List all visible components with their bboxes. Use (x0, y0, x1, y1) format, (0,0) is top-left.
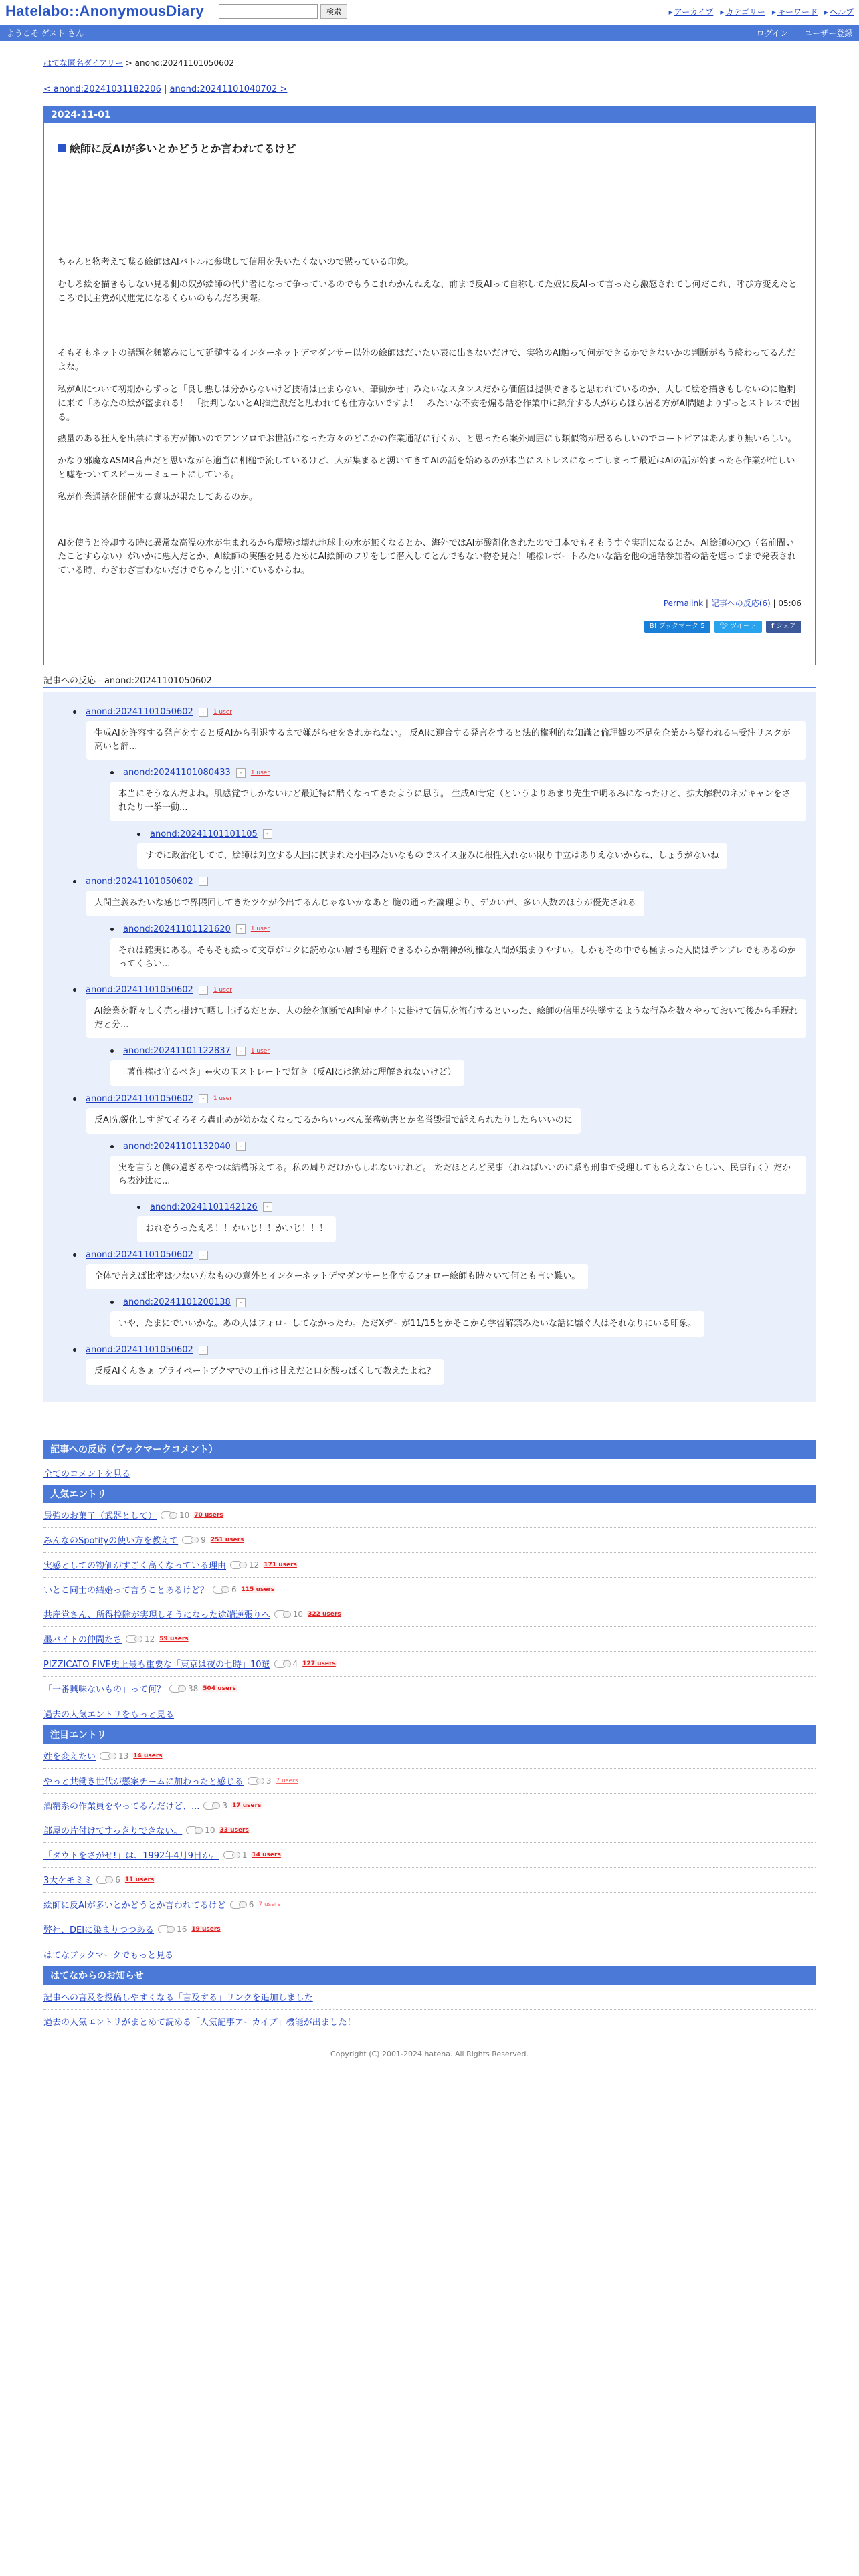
entry-row (43, 1578, 816, 1602)
permalink[interactable]: Permalink (663, 598, 704, 608)
entry-row (43, 1794, 816, 1818)
response-item (137, 829, 806, 869)
users-badge[interactable]: 70 users (194, 1511, 223, 1519)
entry-link[interactable]: みんなのSpotifyの使い方を教えて (43, 1536, 179, 1547)
entry-paragraph: 熱量のある狂人を出禁にする方が怖いのでアンソロでお世話になった方々のどこかの作業通話に行くか、と思ったら案外周囲にも類似物が居るらしいのでコートピアはあんまり無いらしい。 (58, 434, 797, 445)
more-bookmarks-link[interactable]: はてなブックマークでもっと見る (43, 1950, 174, 1961)
users-badge[interactable]: 11 users (124, 1876, 155, 1883)
users-badge[interactable]: 59 users (159, 1635, 189, 1642)
entry-link[interactable]: PIZZICATO FIVE史上最も重要な「東京は夜の七時」10選 (43, 1660, 270, 1671)
entry-row (43, 1652, 816, 1677)
bookmark-comments-section (43, 1440, 816, 2034)
entry-icon[interactable]: - (236, 1142, 246, 1151)
response-link[interactable]: anond:20241101050602 (86, 876, 193, 887)
entry-icon[interactable]: - (199, 986, 208, 995)
entry-link[interactable]: 最強のお菓子（武器として） (43, 1511, 157, 1522)
news-link[interactable]: 過去の人気エントリがまとめて読める「人気記事アーカイブ」機能が出ました！ (43, 2018, 356, 2028)
entry-row (43, 1553, 816, 1578)
search-form (219, 4, 347, 19)
diary-entry (44, 123, 815, 665)
entry-paragraph: 私が作業通話を開催する意味が果たしてあるのか。 (58, 492, 258, 502)
entry-link[interactable]: 実感としての物価がすごく高くなっている理由 (43, 1561, 227, 1572)
more-popular-link[interactable]: 過去の人気エントリをもっと見る (43, 1709, 175, 1720)
response-link[interactable]: anond:20241101200138 (123, 1297, 231, 1308)
entry-row (43, 1893, 816, 1917)
welcome-bar (0, 25, 859, 41)
response-link[interactable]: anond:20241101101105 (150, 829, 258, 839)
users-badge[interactable]: 14 users (252, 1851, 281, 1858)
next-entry-link[interactable]: anond:20241101040702 > (169, 84, 288, 94)
login-link[interactable]: ログイン (756, 28, 788, 38)
response-link[interactable]: anond:20241101142126 (150, 1202, 258, 1212)
entry-paragraph: かなり邪魔なASMR音声だと思いながら適当に相槌で流しているけど、人が集まると湧いてきてAIの話を始めるのが本当にストレスになってしまって最近はAIの話が始まったら作業が忙しいと嘘をついてスピーカーミュートにしている。 (58, 456, 795, 480)
welcome-text: ようこそ ゲスト さん (7, 28, 84, 38)
user-count[interactable]: 1 user (213, 708, 233, 716)
response-text: 「著作権は守るべき」←火の玉ストレートで好き（反AIには絶対に理解されないけど） (110, 1060, 464, 1085)
entry-icon[interactable]: - (236, 924, 246, 934)
response-link[interactable]: anond:20241101132040 (123, 1141, 231, 1152)
response-text: 全体で言えば比率は少ない方なものの意外とインターネットデマダンサーと化するフォロー絵師も時々いて何とも言い難い。 (86, 1264, 588, 1289)
all-comments-link[interactable]: 全てのコメントを見る (43, 1469, 131, 1479)
entry-title: 絵師に反AIが多いとかどうとか言われてるけど (58, 140, 801, 156)
facebook-icon: f (771, 622, 775, 630)
response-link[interactable]: anond:20241101050602 (86, 985, 193, 996)
prev-entry-link[interactable]: < anond:20241031182206 (43, 84, 161, 94)
nav-help[interactable]: ▸ ヘルプ (824, 6, 854, 17)
entry-icon[interactable]: - (263, 1202, 272, 1212)
user-count[interactable]: 1 user (213, 1095, 233, 1103)
featured-entries (43, 1744, 816, 1941)
response-link[interactable]: anond:20241101050602 (86, 707, 193, 717)
bookmark-comments-title: 記事への反応（ブックマークコメント） (43, 1440, 816, 1459)
site-logo[interactable]: Hatelabo::AnonymousDiary (5, 3, 204, 19)
news-item (43, 2010, 816, 2034)
entry-link[interactable]: 絵師に反AIが多いとかどうとか言われてるけど (43, 1901, 226, 1911)
entry-row (43, 1677, 816, 1701)
responses-title: 記事への反応 - anond:20241101050602 (43, 673, 816, 688)
entry-paragraph: AIを使うと冷却する時に異常な高温の水が生まれるから環境は壊れ地球上の水が無くなるとか、海外ではAIが酸剤化されたので日本でもそもうすぐ実刑になるとか、AI絵師の○○（名前間いたことすらない）がいかに悪人だとか、AI絵師の実態を見るためにAI絵師のフリをして潜入してとんでもない物を見た！嘘松レポートみたいな話を他の通話参加者の話を遮ってまで発表されている時、わざわざ言わないだけでちゃんと引いているからね。 (58, 538, 796, 576)
top-nav (669, 6, 854, 17)
nav-category[interactable]: ▸ カテゴリー (720, 6, 765, 17)
entry-row (43, 1868, 816, 1893)
response-item (110, 1142, 806, 1194)
news-item (43, 1985, 816, 2010)
entry-link[interactable]: 弊社、DEIに染まりつつある (43, 1925, 155, 1936)
response-item (73, 1250, 806, 1289)
response-text: 本当にそうなんだよね。肌感覚でしかないけど最近特に酷くなってきたように思う。 生成AI肯定（というよりあまり先生で明るみになったけど、拡大解釈のネガキャンをされたり一挙一動... (110, 782, 806, 821)
entry-row (43, 1818, 816, 1843)
response-item (110, 768, 806, 821)
entry-row (43, 1503, 816, 1528)
entry-body (58, 156, 801, 578)
response-link[interactable]: anond:20241101121620 (123, 924, 231, 934)
entry-row (43, 1917, 816, 1941)
users-badge[interactable]: 33 users (219, 1826, 249, 1834)
search-input[interactable] (219, 4, 318, 19)
square-icon (58, 144, 66, 152)
copyright: Copyright (C) 2001-2024 hatena. All Rights Reserved. (330, 2049, 529, 2058)
users-badge[interactable]: 17 users (232, 1802, 262, 1809)
comment-count[interactable]: 13 (100, 1751, 128, 1761)
breadcrumb-home[interactable]: はてな匿名ダイアリー (43, 58, 123, 68)
responses-tree (43, 692, 816, 1402)
users-badge[interactable]: 14 users (133, 1752, 163, 1759)
response-item (73, 877, 806, 916)
users-badge[interactable]: 19 users (191, 1925, 221, 1933)
news-title: はてなからのお知らせ (43, 1966, 816, 1985)
entry-icon[interactable]: - (199, 1251, 208, 1260)
response-item (73, 707, 806, 760)
popular-entries-title: 人気エントリ (43, 1485, 816, 1503)
entry-paragraph: そもそもネットの話題を頻繁みにして延髄するインターネットデマダンサー以外の絵師はだいたい表に出さないだけで、実物のAI触って何ができるかできないかの判断がもう終わってるんだよな。 (58, 348, 796, 373)
comment-count[interactable]: 3 (203, 1801, 227, 1810)
popular-entries (43, 1503, 816, 1701)
entry-row (43, 1769, 816, 1794)
user-count[interactable]: 1 user (213, 986, 233, 994)
entry-footer: Permalink | 記事への反応(6) | 05:06 (663, 598, 801, 608)
entry-link[interactable]: 部屋の片付けてすっきりできない。 (43, 1826, 183, 1837)
user-count[interactable]: 1 user (250, 769, 270, 776)
day-date: 2024-11-01 (44, 107, 815, 123)
response-link[interactable]: anond:20241101050602 (86, 1093, 193, 1104)
response-link[interactable]: anond:20241101122837 (123, 1046, 231, 1057)
response-text: いや、たまにでいいかな。あの人はフォローしてなかったわ。ただXデーが11/15とかそこから学習解禁みたいな話に騒ぐ人はそれなりにいる印象。 (110, 1311, 704, 1337)
breadcrumb: はてな匿名ダイアリー > anond:20241101050602 (43, 58, 235, 68)
response-item (110, 1046, 806, 1085)
comment-count[interactable]: 6 (96, 1875, 120, 1885)
comment-count[interactable]: 10 (161, 1511, 189, 1520)
entry-paragraph: 私がAIについて初期からずっと「良し悪しは分からないけど技術は止まらない、筆動かせ」みたいなスタンスだから価値は提供できると思われているのか、大して絵を描きもしないのに過剰に来て「あなたの絵が盗まれる！」「批判しないとAI推進派だと思われても仕方ないですよ！」みたいな不安を煽る話を作業中に熱弁する人がちらほら居る方がAI問題よりずっとストレスで困る。 (58, 384, 800, 423)
main-content (43, 41, 816, 2058)
user-count[interactable]: 1 user (250, 1047, 270, 1055)
comment-count[interactable]: 12 (126, 1634, 155, 1644)
entry-row (43, 1843, 816, 1868)
comment-count[interactable]: 16 (158, 1925, 187, 1934)
entry-icon[interactable]: - (199, 1094, 208, 1103)
response-link[interactable]: anond:20241101050602 (86, 1345, 193, 1356)
entry-icon[interactable]: - (199, 877, 208, 886)
nav-keyword[interactable]: ▸ キーワード (772, 6, 818, 17)
entry-row (43, 1744, 816, 1769)
response-text: すでに政治化してて、絵師は対立する大国に挟まれた小国みたいなものでスイス並みに根性入れない限り中立はありえないからね、しょうがないね (137, 843, 727, 869)
entry-link[interactable]: 「一番興味ないもの」って何？ (43, 1685, 166, 1695)
response-text: それは確実にある。そもそも絵って文章がロクに読めない層でも理解できるからか精神が幼稚な人間が集まりやすい。しかもその中でも極まった人間はテンプレでもあるのかってくらい... (110, 938, 806, 977)
entry-row (43, 1528, 816, 1553)
users-badge[interactable]: 504 users (203, 1685, 236, 1692)
entry-paragraph: ちゃんと物考えて喋る絵師はAIバトルに参戦して信用を失いたくないので黙っている印象。 (58, 257, 414, 267)
response-item (110, 1297, 806, 1337)
top-bar (0, 0, 859, 23)
comment-count[interactable]: 4 (274, 1659, 298, 1669)
response-text: 反反AIくんさぁ ブライベートブクマでの工作は甘えだと口を酸っぱくして教えたよね？ (86, 1359, 444, 1384)
response-item (73, 1094, 806, 1134)
users-badge[interactable]: 115 users (241, 1586, 275, 1593)
response-text: 生成AIを許容する発言をすると反AIから引退するまで嫌がらせをされかねない。 反AIに迎合する発言をすると法的権利的な知識と倫理観の不足を企業から疑われる≒受注リスクが高いと評... (86, 721, 806, 760)
users-badge[interactable]: 251 users (210, 1536, 244, 1543)
entry-time: 05:06 (778, 598, 801, 608)
entry-icon[interactable]: - (236, 768, 246, 778)
comment-count[interactable]: 9 (182, 1535, 206, 1545)
response-item (110, 924, 806, 977)
nav-archive[interactable]: ▸ アーカイブ (669, 6, 714, 17)
response-text: おれをうったえろ！！かいじ！！かいじ！！！ (137, 1216, 336, 1242)
response-text: 反AI先鋭化しすぎてそろそろ蟲止めが効かなくなってるからいっぺん業務妨害とか名誉毀損で訴えられたりしたらいいのに (86, 1108, 581, 1134)
comment-count[interactable]: 3 (248, 1776, 272, 1786)
comment-count[interactable]: 10 (274, 1610, 303, 1619)
comment-count[interactable]: 6 (213, 1585, 237, 1594)
comment-count[interactable]: 38 (169, 1684, 198, 1693)
users-badge[interactable]: 127 users (302, 1660, 336, 1667)
users-badge[interactable]: 7 users (276, 1777, 298, 1784)
entry-row (43, 1602, 816, 1627)
diary-day (43, 106, 816, 665)
entry-icon[interactable]: - (236, 1298, 246, 1307)
comment-count[interactable]: 10 (186, 1826, 215, 1835)
response-item (137, 1202, 806, 1242)
featured-entries-title: 注目エントリ (43, 1725, 816, 1744)
entry-link[interactable]: 姓を変えたい (43, 1752, 96, 1763)
news-list (43, 1985, 816, 2034)
facebook-share-button[interactable]: f シェア (766, 621, 801, 633)
news-link[interactable]: 記事への言及を投稿しやすくなる「言及する」リンクを追加しました (43, 1993, 313, 2004)
entry-link[interactable]: 酒精系の作業員をやってるんだけど、... (43, 1802, 200, 1812)
entry-link[interactable]: 共産党さん、所得控除が実現しそうになった途端逆張りへ (43, 1610, 270, 1621)
comment-count[interactable]: 12 (230, 1560, 259, 1570)
register-link[interactable]: ユーザー登録 (803, 28, 852, 38)
entry-pager: < anond:20241031182206 | anond:20241101040702 > (43, 84, 288, 94)
entry-icon[interactable]: - (199, 1346, 208, 1355)
user-count[interactable]: 1 user (250, 926, 270, 933)
tweet-button[interactable]: 🐦︎ ツイート (714, 621, 762, 633)
entry-link[interactable]: いとこ同士の結婚って言うことあるけど？ (43, 1586, 209, 1596)
entry-icon[interactable]: - (236, 1047, 246, 1056)
comment-count[interactable]: 6 (230, 1900, 254, 1909)
entry-link[interactable]: 墨バイトの仲間たち (43, 1635, 122, 1646)
breadcrumb-current: anond:20241101050602 (134, 58, 235, 68)
entry-link[interactable]: 「ダウトをさがせ!」は、1992年4月9日か。 (43, 1851, 219, 1862)
hatena-bookmark-button[interactable]: B! ブックマーク 5 (644, 621, 710, 633)
entry-row (43, 1627, 816, 1652)
entry-icon[interactable]: - (199, 708, 208, 717)
entry-link[interactable]: 3大ケモミミ (43, 1876, 93, 1887)
reactions-link[interactable]: 記事への反応(6) (710, 598, 771, 608)
entry-link[interactable]: やっと共働き世代が懸案チームに加わったと感じる (43, 1777, 244, 1788)
share-buttons (58, 621, 801, 633)
entry-paragraph: むしろ絵を描きもしない見る側の奴が絵師の代弁者になって争っているのでもうこれわかんねえな、前まで反AIって自称してた奴に反AIって言ったら激怒されてし何だこれ、呼び方変えたところで民主党が民進党になるくらいのもんだろ実際。 (58, 279, 797, 304)
comment-count[interactable]: 1 (223, 1850, 248, 1860)
response-text: 実を言うと僕の過ぎるやつは結構訴えてる。私の周りだけかもしれないけれど。 ただほとんど民事（れねばいいのに系も刑事で受理してもらえないらしい、民事行く）だから表沙汰に... (110, 1156, 806, 1194)
response-item (73, 1345, 806, 1384)
response-text: AI絵業を軽々しく売っ掛けて晒し上げるだとか、人の絵を無断でAI判定サイトに掛けて偏見を流布するといった、絵師の信用が失墜するような行為を数々やっておいて後から手遅れだと分... (86, 999, 806, 1038)
response-link[interactable]: anond:20241101080433 (123, 768, 231, 778)
users-badge[interactable]: 7 users (258, 1901, 281, 1908)
twitter-icon: 🐦︎ (719, 622, 729, 630)
users-badge[interactable]: 171 users (264, 1561, 297, 1568)
response-text: 人間主義みたいな感じで界隈回してきたツケが今出てるんじゃないかなあと 脆の通った論理より、デカい声、多い人数のほうが優先される (86, 891, 644, 916)
response-link[interactable]: anond:20241101050602 (86, 1250, 193, 1261)
entry-icon[interactable]: - (263, 829, 272, 839)
users-badge[interactable]: 322 users (308, 1610, 341, 1618)
search-button[interactable]: 検索 (320, 4, 347, 19)
response-item (73, 985, 806, 1038)
